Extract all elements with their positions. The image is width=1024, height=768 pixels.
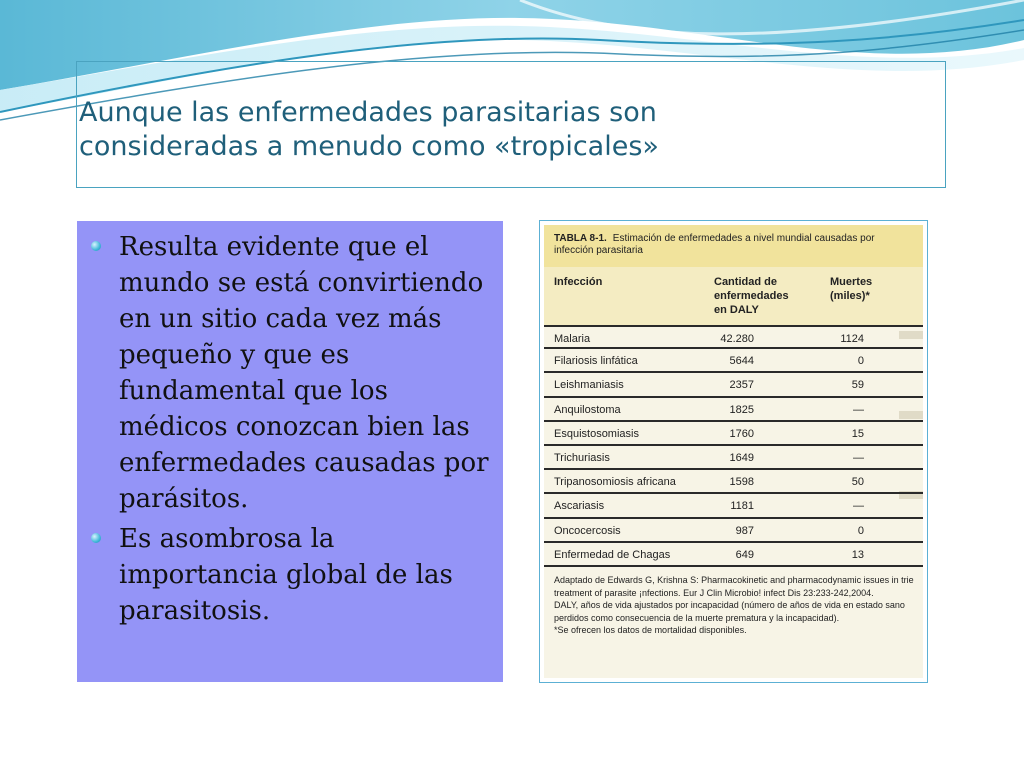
header-deaths: Muertes (miles)* [830, 276, 873, 302]
table-row [544, 422, 923, 446]
cell-daly: 1649 [729, 451, 754, 464]
scanned-table [544, 225, 923, 678]
table-row [544, 398, 923, 422]
table-caption-band [544, 225, 923, 267]
slide-title: Aunque las enfermedades parasitarias son consideradas a menudo como «tropicales» [79, 97, 659, 162]
cell-daly: 2357 [729, 379, 754, 392]
table-footnote: Adaptado de Edwards G, Krishna S: Pharmacokinetic and pharmacodynamic issues in trie treatment of parasite ¡nfections. Eur J Clin Microbio! infect Dis 23:233-242,2004. DALY, años de vida ajustados por incapacidad (número de años de vida en estado sano perdidos como consecuencia de la muerte prematura y la incapacidad). *Se ofrecen los datos de mortalidad disponibles. [554, 575, 914, 636]
cell-deaths: 0 [857, 355, 864, 368]
cell-infection: Trichuriasis [554, 451, 610, 464]
table-row [544, 470, 923, 494]
table-figure [539, 220, 928, 683]
table-row [544, 519, 923, 543]
cell-infection: Filariosis linfática [554, 355, 638, 368]
title-frame [76, 61, 946, 188]
cell-daly: 42.280 [720, 333, 754, 345]
bullet-item [77, 229, 497, 517]
cell-deaths: 1124 [840, 333, 864, 345]
cell-daly: 5644 [729, 355, 754, 368]
bullet-text: Resulta evidente que el mundo se está convirtiendo en un sitio cada vez más pequeño y que es fundamental que los médicos conozcan bien las enfermedades causadas por parásitos. [119, 232, 489, 514]
cell-infection: Leishmaniasis [554, 379, 624, 392]
bullet-panel [77, 221, 503, 682]
bullet-dot-icon [91, 533, 101, 543]
table-row [544, 349, 923, 373]
cell-deaths: — [853, 403, 864, 416]
cell-daly: 987 [735, 524, 754, 537]
cell-infection: Malaria [554, 333, 591, 345]
header-daly: Cantidad de enfermedades en DALY [714, 276, 789, 316]
bullet-list [77, 229, 497, 633]
table-header-row [544, 267, 923, 325]
bullet-dot-icon [91, 241, 101, 251]
table-body [544, 325, 923, 567]
table-row [544, 494, 923, 518]
cell-infection: Oncocercosis [554, 524, 621, 537]
table-label: TABLA 8-1. [554, 233, 607, 244]
cell-infection: Enfermedad de Chagas [554, 548, 671, 561]
cell-daly: 1825 [729, 403, 754, 416]
table-row [544, 446, 923, 470]
cell-daly: 649 [735, 548, 754, 561]
cell-daly: 1181 [730, 500, 754, 513]
table-row [544, 325, 923, 349]
cell-deaths: 15 [851, 427, 864, 440]
cell-infection: Ascariasis [554, 500, 605, 513]
cell-infection: Esquistosomiasis [554, 427, 639, 440]
header-infection: Infección [554, 276, 603, 288]
cell-daly: 1598 [729, 476, 754, 489]
cell-deaths: 0 [857, 524, 864, 537]
cell-daly: 1760 [729, 427, 754, 440]
cell-deaths: — [853, 500, 864, 513]
table-row [544, 373, 923, 397]
cell-deaths: 59 [851, 379, 864, 392]
cell-infection: Tripanosomiosis africana [554, 476, 676, 489]
table-caption [554, 233, 916, 257]
cell-deaths: — [853, 451, 864, 464]
cell-deaths: 13 [851, 548, 864, 561]
table-caption-text: Estimación de enfermedades a nivel mundial causadas por infección parasitaria [554, 233, 875, 256]
cell-infection: Anquilostoma [554, 403, 621, 416]
table-row [544, 543, 923, 567]
bullet-text: Es asombrosa la importancia global de las parasitosis. [119, 524, 453, 626]
cell-deaths: 50 [851, 476, 864, 489]
bullet-item [77, 521, 497, 629]
